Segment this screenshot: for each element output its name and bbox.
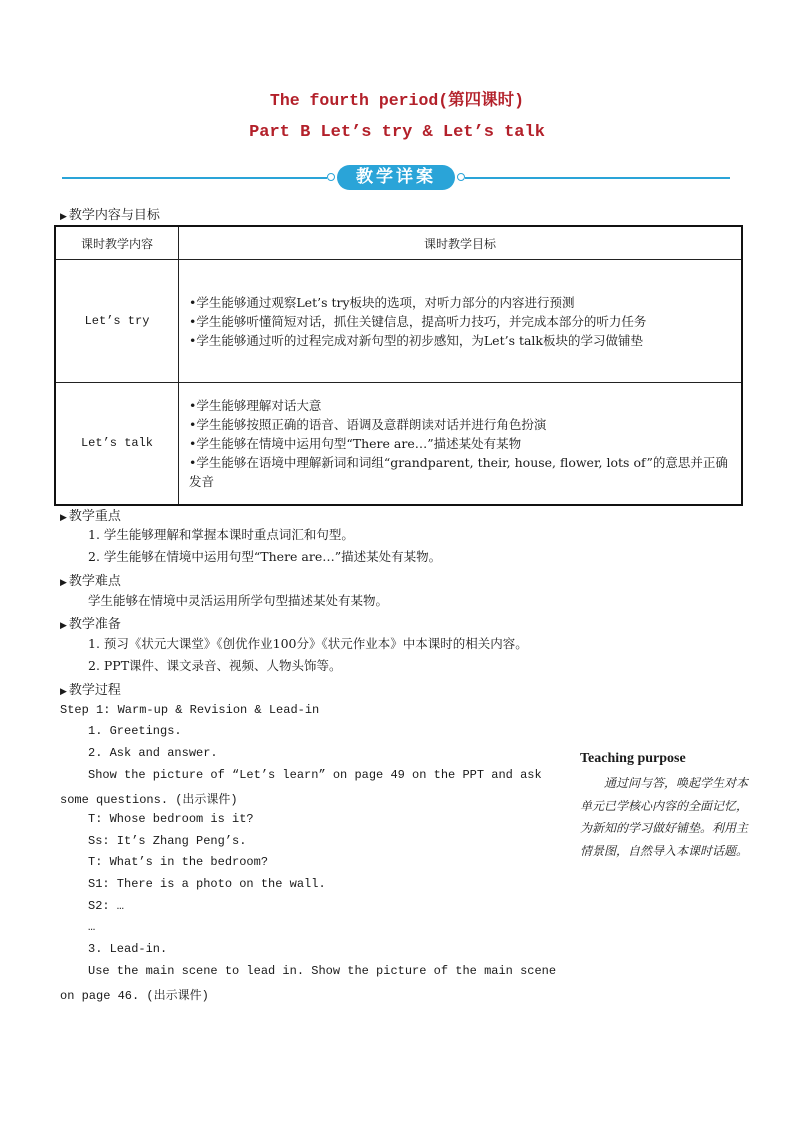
dialog-line: … (88, 920, 96, 934)
process-item-1: 1. Greetings. (88, 724, 182, 738)
dialog-line: S1: There is a photo on the wall. (88, 877, 326, 891)
triangle-icon: ▶ (60, 621, 67, 631)
preparation-1: 1. 预习《状元大课堂》《创优作业100分》《状元作业本》中本课时的相关内容。 (88, 636, 528, 651)
goal-item: •学生能够在语境中理解新词和词组“grandparent, their, house, flower, lots of”的意思并正确发音 (189, 454, 728, 489)
table-header-row (55, 226, 742, 260)
heading-content-goals: ▶ 教学内容与目标 (60, 208, 160, 223)
dot-right-icon (457, 173, 465, 181)
key-point-1: 1. 学生能够理解和掌握本课时重点词汇和句型。 (88, 527, 354, 542)
divider-right (465, 177, 730, 179)
heading-preparation: ▶ 教学准备 (60, 617, 121, 632)
dialog-line: S2: … (88, 899, 125, 913)
heading-process: ▶ 教学过程 (60, 683, 121, 698)
process-item-3: 3. Lead-in. (88, 942, 168, 956)
triangle-icon: ▶ (60, 212, 67, 222)
key-point-2: 2. 学生能够在情境中运用句型“There are…”描述某处有某物。 (88, 549, 442, 564)
triangle-icon: ▶ (60, 578, 67, 588)
step-1-title: Step 1: Warm-up & Revision & Lead-in (60, 703, 320, 717)
process-show-2a: Use the main scene to lead in. Show the picture of the main scene (88, 964, 557, 978)
page-subtitle: Part B Let’s try & Let’s talk (249, 123, 545, 142)
dialog-line: T: Whose bedroom is it? (88, 812, 254, 826)
goal-item: •学生能够按照正确的语音、语调及意群朗读对话并进行角色扮演 (189, 416, 547, 432)
row-name-lets-try: Let’s try (55, 260, 179, 383)
process-item-2: 2. Ask and answer. (88, 746, 218, 760)
process-show-1b: some questions. (出示课件) (60, 793, 238, 807)
page-title: The fourth period(第四课时) (269, 91, 525, 110)
goal-item: •学生能够理解对话大意 (189, 397, 322, 413)
heading-key-points: ▶ 教学重点 (60, 509, 121, 524)
dot-left-icon (327, 173, 335, 181)
table-header-content: 课时教学内容 (55, 226, 179, 260)
table-row (55, 383, 742, 505)
difficulty-text: 学生能够在情境中灵活运用所学句型描述某处有某物。 (88, 593, 389, 608)
triangle-icon: ▶ (60, 513, 67, 523)
teaching-purpose-title: Teaching purpose (580, 751, 686, 766)
banner-label: 教学详案 (337, 165, 455, 190)
preparation-2: 2. PPT课件、课文录音、视频、人物头饰等。 (88, 658, 342, 673)
goal-item: •学生能够在情境中运用句型“There are…”描述某处有某物 (189, 435, 522, 451)
teaching-purpose-body: 通过问与答，唤起学生对本单元已学核心内容的全面记忆，为新知的学习做好铺垫。利用主情景图，自然导入本课时话题。 (580, 776, 749, 858)
process-show-1a: Show the picture of “Let’s learn” on page 49 on the PPT and ask (88, 768, 542, 782)
heading-difficulties: ▶ 教学难点 (60, 574, 121, 589)
row-goals (179, 260, 743, 383)
goal-item: •学生能够通过听的过程完成对新句型的初步感知，为Let’s talk板块的学习做铺垫 (189, 332, 644, 348)
table-row (55, 260, 742, 383)
dialog-line: Ss: It’s Zhang Peng’s. (88, 834, 247, 848)
process-show-2b: on page 46. (出示课件) (60, 989, 209, 1003)
dialog-line: T: What’s in the bedroom? (88, 855, 269, 869)
table-header-goals: 课时教学目标 (179, 226, 743, 260)
goals-table (54, 225, 743, 506)
row-goals (179, 383, 743, 505)
goal-item: •学生能够听懂简短对话，抓住关键信息，提高听力技巧，并完成本部分的听力任务 (189, 313, 647, 329)
section-banner (327, 165, 465, 190)
row-name-lets-talk: Let’s talk (55, 383, 179, 505)
triangle-icon: ▶ (60, 687, 67, 697)
divider-left (62, 177, 327, 179)
goal-item: •学生能够通过观察Let’s try板块的选项，对听力部分的内容进行预测 (189, 294, 575, 310)
